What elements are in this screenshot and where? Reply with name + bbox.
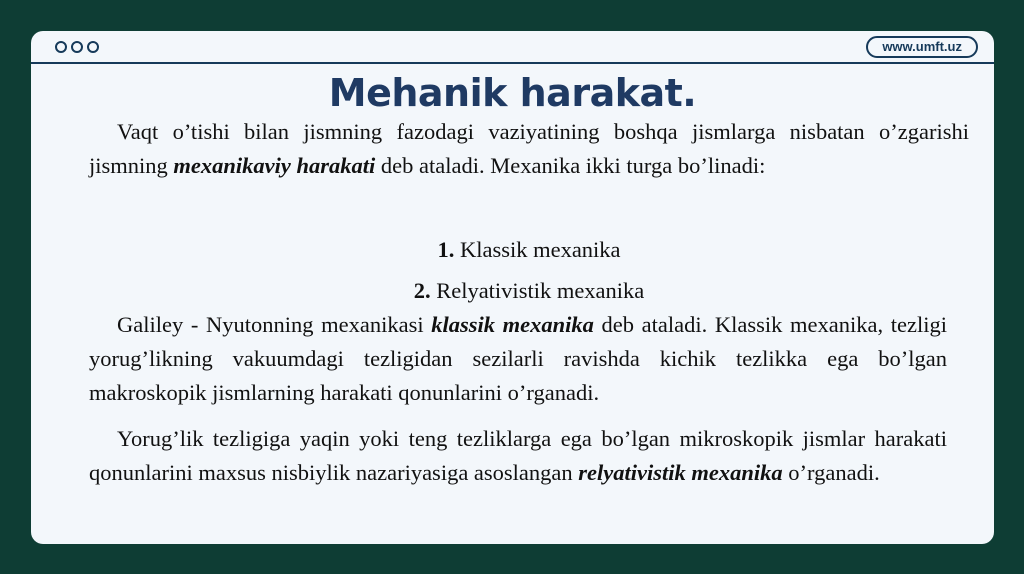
paragraph-classic xyxy=(89,308,947,410)
url-bar[interactable]: www.umft.uz xyxy=(866,36,978,58)
window-dot-icon[interactable] xyxy=(87,41,99,53)
list-item xyxy=(89,274,969,308)
list-number: 2. xyxy=(413,278,431,303)
list-item-label: Klassik mexanika xyxy=(454,237,621,262)
slide-content xyxy=(89,115,969,490)
list-item xyxy=(89,233,969,274)
slide-title: Mehanik harakat. xyxy=(328,71,697,115)
emphasis-term: relyativistik mexanika xyxy=(578,460,783,485)
window-controls xyxy=(55,41,99,53)
list-number: 1. xyxy=(437,237,455,262)
emphasis-term: mexanikaviy harakati xyxy=(173,153,376,178)
text-span: Galiley - Nyutonning mexanikasi xyxy=(117,312,432,337)
text-span: deb ataladi. Klassik mexanika, tezligi yorug’likning vakuumdagi tezligidan sezilarli ravishda kichik tezlikka ega bo’lgan makroskopik jismlarning harakati qonunlarini o’rganadi. xyxy=(89,312,947,405)
window-topbar xyxy=(31,31,994,64)
window-dot-icon[interactable] xyxy=(55,41,67,53)
text-span: deb ataladi. Mexanika ikki turga bo’linadi: xyxy=(375,153,766,178)
emphasis-term: klassik mexanika xyxy=(431,312,594,337)
paragraph-definition xyxy=(89,115,969,233)
text-span: o’rganadi. xyxy=(782,460,880,485)
list-item-label: Relyativistik mexanika xyxy=(430,278,645,303)
text-span: Vaqt o’tishi bilan jismning fazodagi vaziyatining boshqa jismlarga nisbatan o’zgarishi jismning xyxy=(89,119,969,178)
window-dot-icon[interactable] xyxy=(71,41,83,53)
browser-window xyxy=(31,31,994,544)
paragraph-relativistic xyxy=(89,422,947,490)
text-span: Yorug’lik tezligiga yaqin yoki teng tezliklarga ega bo’lgan mikroskopik jismlar harakati qonunlarini maxsus nisbiylik nazariyasiga asoslangan xyxy=(89,426,947,485)
